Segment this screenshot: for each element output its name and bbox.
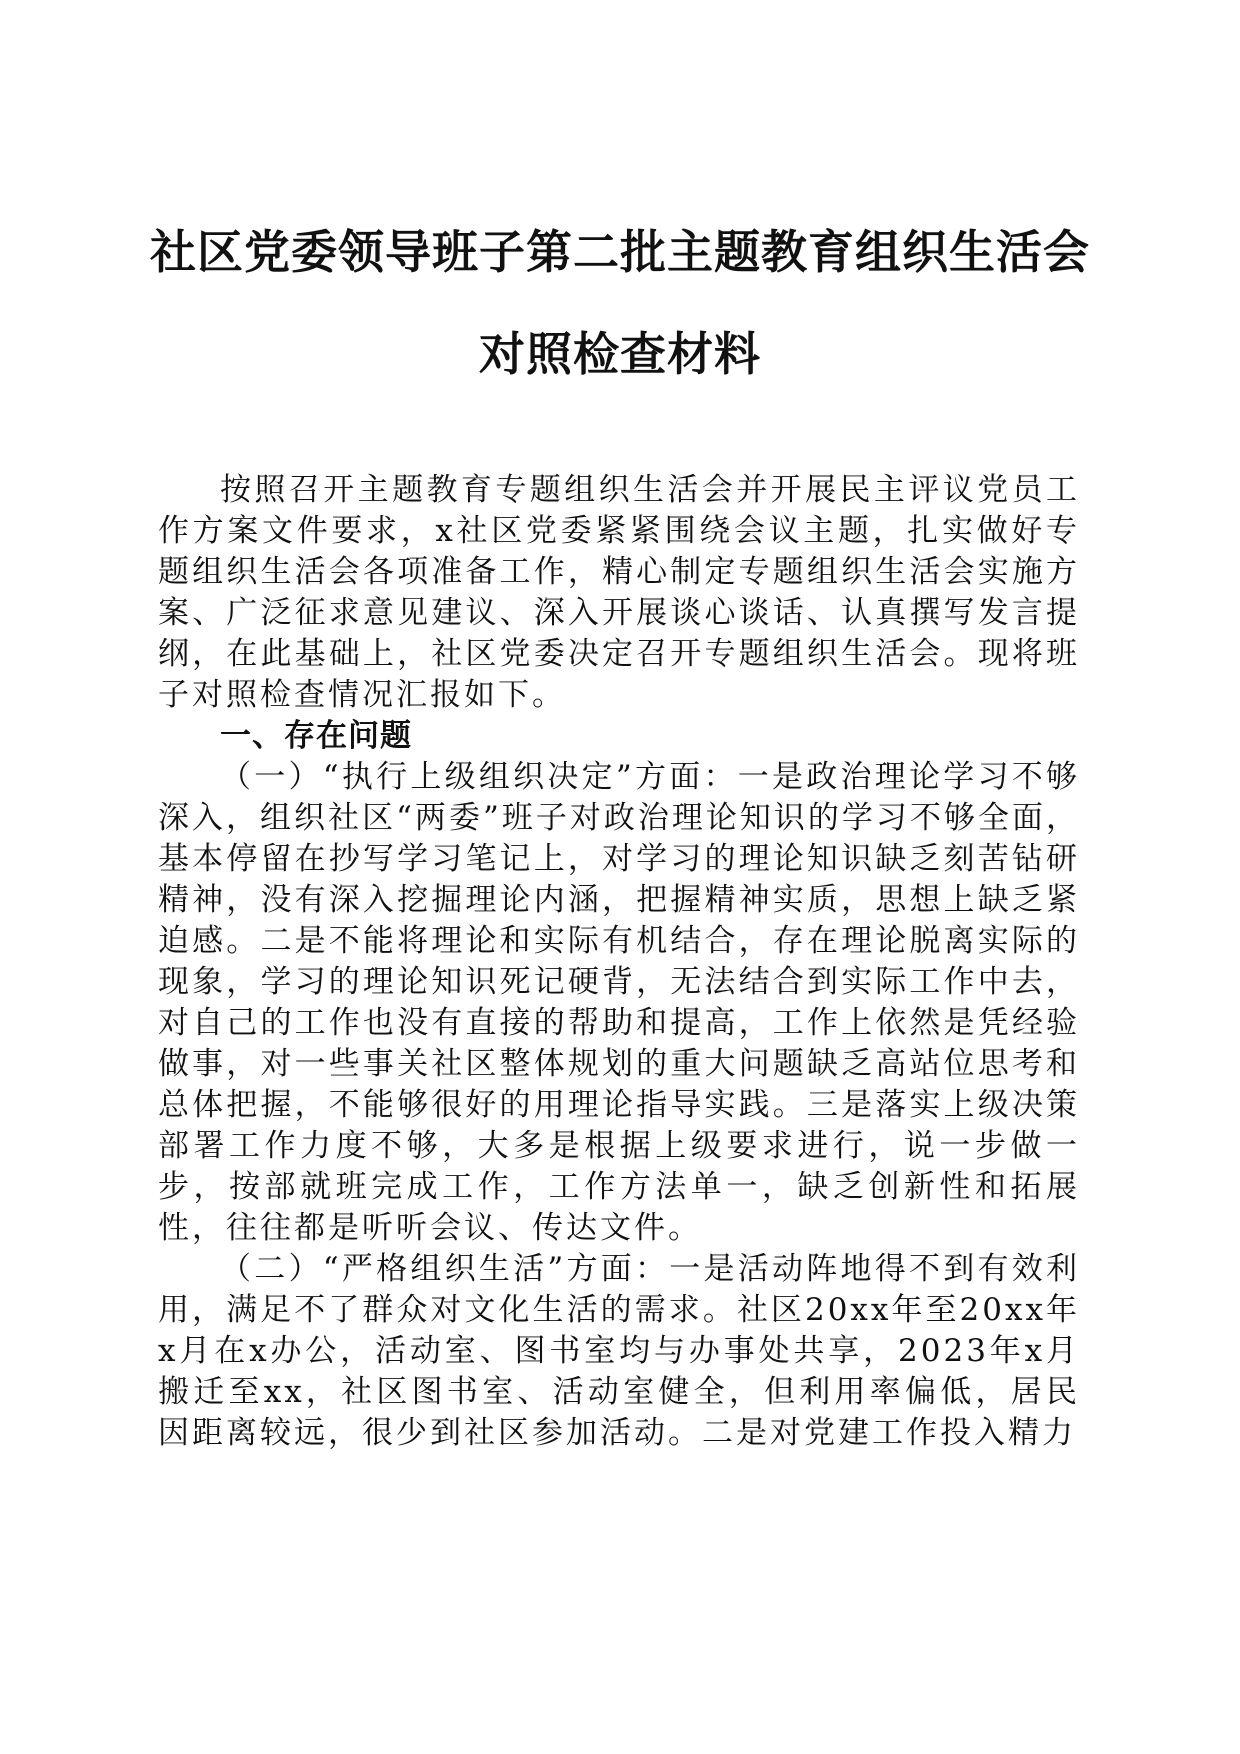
section-heading: 一、存在问题 — [220, 718, 412, 754]
document-title — [150, 222, 1090, 384]
paragraph-item-2: （二）“严格组织生活”方面：一是活动阵地得不到有效利用，满足不了群众对文化生活的需求。社区20xx年至20xx年x月在x办公，活动室、图书室均与办事处共享，2023年x月搬迁至xx，社区图书室、活动室健全，但利用率偏低，居民因距离较远，很少到社区参加活动。二是对党建工作投入精力 — [158, 1251, 1080, 1451]
paragraph-item-1: （一）“执行上级组织决定”方面：一是政治理论学习不够深入，组织社区“两委”班子对政治理论知识的学习不够全面，基本停留在抄写学习笔记上，对学习的理论知识缺乏刻苦钻研精神，没有深入挖掘理论内涵，把握精神实质，思想上缺乏紧迫感。二是不能将理论和实际有机结合，存在理论脱离实际的现象，学习的理论知识死记硬背，无法结合到实际工作中去，对自己的工作也没有直接的帮助和提高，工作上依然是凭经验做事，对一些事关社区整体规划的重大问题缺乏高站位思考和总体把握，不能够很好的用理论指导实践。三是落实上级决策部署工作力度不够，大多是根据上级要求进行，说一步做一步，按部就班完成工作，工作方法单一，缺乏创新性和拓展性，往往都是听听会议、传达文件。 — [158, 759, 1080, 1246]
intro-paragraph: 按照召开主题教育专题组织生活会并开展民主评议党员工作方案文件要求，x社区党委紧紧围绕会议主题，扎实做好专题组织生活会各项准备工作，精心制定专题组织生活会实施方案、广泛征求意见建议、深入开展谈心谈话、认真撰写发言提纲，在此基础上，社区党委决定召开专题组织生活会。现将班子对照检查情况汇报如下。 — [158, 472, 1080, 713]
title-line-2: 对照检查材料 — [479, 327, 761, 381]
title-line-1: 社区党委领导班子第二批主题教育组织生活会 — [150, 225, 1090, 279]
document-body — [158, 470, 1080, 1454]
